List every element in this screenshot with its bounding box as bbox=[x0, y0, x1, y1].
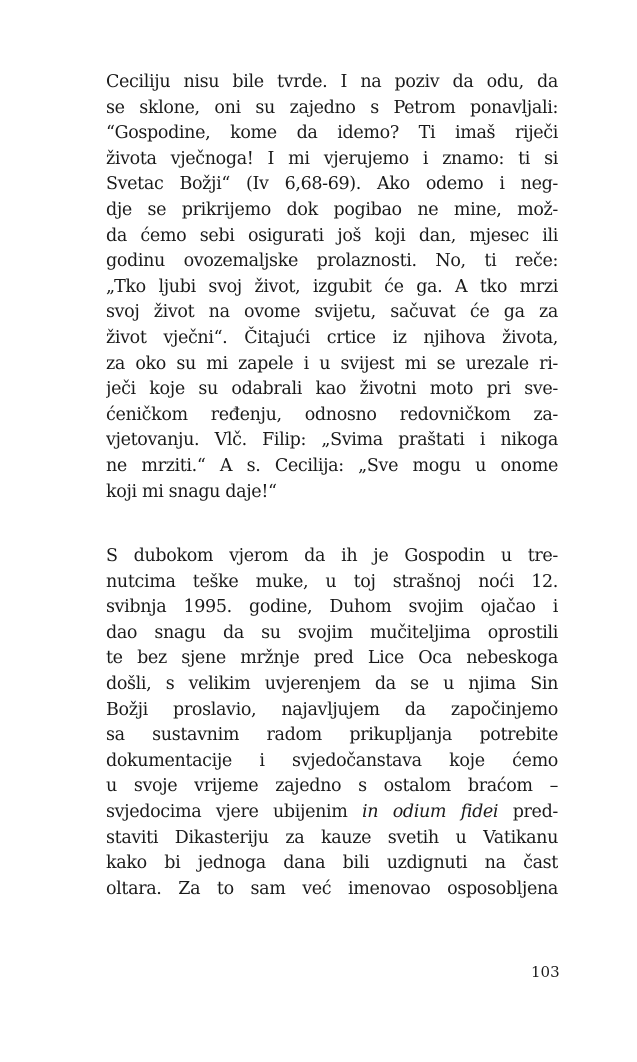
text-segment: svjedocima vjere ubijenim bbox=[106, 801, 363, 822]
text-segment: pred- bbox=[498, 801, 558, 822]
text-line: dokumentacije i svjedočanstava koje ćemo bbox=[106, 750, 558, 771]
text-line: oltara. Za to sam već imenovao osposobljena bbox=[106, 878, 558, 899]
text-line: se sklone, oni su zajedno s Petrom ponavljali: bbox=[106, 97, 558, 118]
text-line: „Tko ljubi svoj život, izgubit će ga. A tko mrzi bbox=[106, 276, 558, 297]
text-line: ne mrziti.“ A s. Cecilija: „Sve mogu u onome bbox=[106, 455, 558, 476]
text-line: nutcima teške muke, u toj strašnoj noći 12. bbox=[106, 571, 558, 592]
text-line: svibnja 1995. godine, Duhom svojim ojačao i bbox=[106, 597, 558, 618]
text-line: da ćemo sebi osigurati još koji dan, mjesec ili bbox=[106, 225, 558, 246]
text-line: vjetovanju. Vlč. Filip: „Svima praštati i nikoga bbox=[106, 430, 558, 451]
text-line: u svoje vrijeme zajedno s ostalom braćom – bbox=[106, 776, 558, 797]
text-line: S dubokom vjerom da ih je Gospodin u tre- bbox=[106, 546, 558, 566]
text-line: života vječnoga! I mi vjerujemo i znamo: ti si bbox=[106, 148, 558, 169]
paragraph-1 bbox=[106, 70, 558, 505]
text-line: Božji proslavio, najavljujem da započinjemo bbox=[106, 699, 558, 720]
text-line: kako bi jednoga dana bili uzdignuti na čast bbox=[106, 853, 558, 874]
text-line: Ceciliju nisu bile tvrde. I na poziv da odu, da bbox=[106, 72, 558, 92]
text-line: te bez sjene mržnje pred Lice Oca nebeskoga bbox=[106, 648, 558, 669]
text-line: ćeničkom ređenju, odnosno redovničkom za- bbox=[106, 404, 558, 425]
text-line: sa sustavnim radom prikupljanja potrebite bbox=[106, 725, 558, 746]
text-line: godinu ovozemaljske prolaznosti. No, ti reče: bbox=[106, 251, 558, 272]
text-line: dao snagu da su svojim mučiteljima oprostili bbox=[106, 622, 558, 643]
text-line: dje se prikrijemo dok pogibao ne mine, mož- bbox=[106, 199, 558, 220]
text-line: svoj život na ovome svijetu, sačuvat će ga za bbox=[106, 302, 558, 323]
latin-phrase-italic: in odium fidei bbox=[362, 801, 499, 822]
text-line: za oko su mi zapele i u svijest mi se urezale ri- bbox=[106, 353, 558, 374]
text-line: “Gospodine, kome da idemo? Ti imaš riječi bbox=[106, 123, 558, 144]
text-line: došli, s velikim uvjerenjem da se u njima Sin bbox=[106, 673, 558, 694]
text-line: život vječni“. Čitajući crtice iz njihova života, bbox=[106, 327, 558, 348]
text-line: staviti Dikasteriju za kauze svetih u Vatikanu bbox=[106, 827, 558, 848]
paragraph-2 bbox=[106, 544, 558, 902]
text-line: koji mi snagu daje!“ bbox=[106, 481, 277, 502]
page-number: 103 bbox=[531, 963, 560, 981]
text-line: Svetac Božji“ (Iv 6,68-69). Ako odemo i neg- bbox=[106, 174, 558, 195]
text-line-with-italic bbox=[106, 800, 558, 826]
text-line: ječi koje su odabrali kao životni moto pri sve- bbox=[106, 379, 558, 400]
